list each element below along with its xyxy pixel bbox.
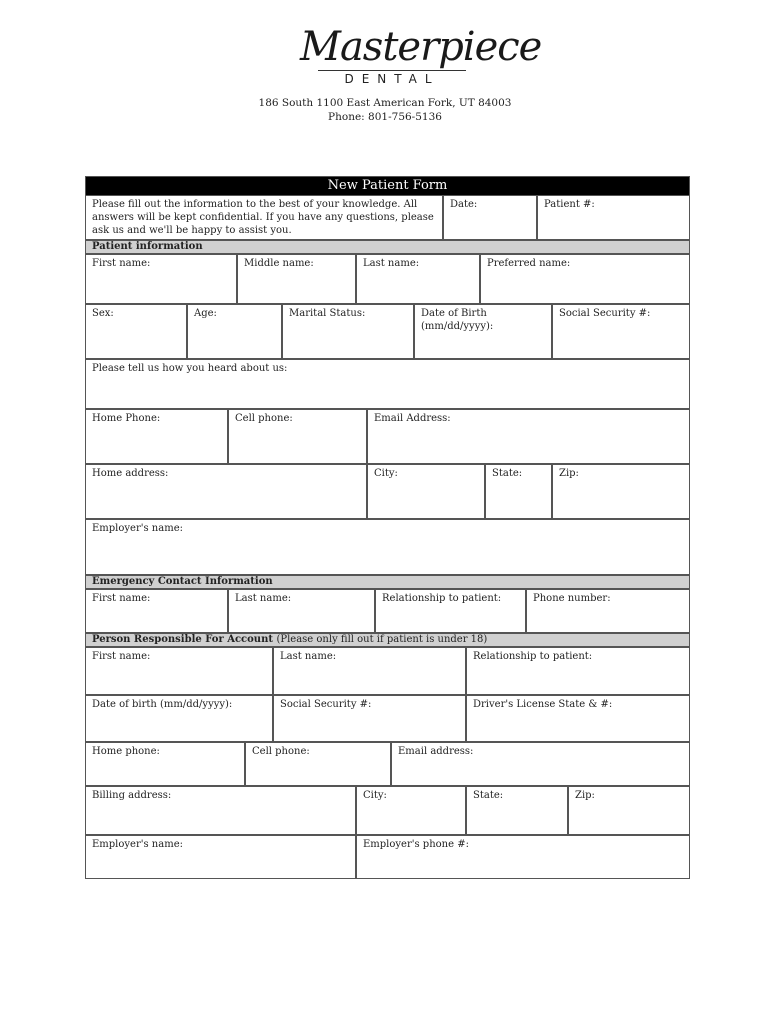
responsible-email-field[interactable]	[391, 742, 689, 786]
field-label: Relationship to patient:	[473, 651, 593, 662]
patient-middle-name-field[interactable]	[237, 254, 356, 304]
field-label: Cell phone:	[252, 746, 310, 757]
practice-address: 186 South 1100 East American Fork, UT 84003	[258, 97, 512, 109]
field-label: Phone number:	[533, 593, 611, 604]
emergency-first-name-field[interactable]	[86, 589, 228, 633]
responsible-home-phone-field[interactable]	[86, 742, 245, 786]
billing-address-field[interactable]	[86, 786, 356, 835]
field-label: Employer's phone #:	[363, 839, 469, 850]
patient-state-field[interactable]	[485, 464, 552, 519]
emergency-last-name-field[interactable]	[228, 589, 375, 633]
field-label: Zip:	[559, 468, 579, 479]
new-patient-form	[85, 176, 690, 879]
emergency-relationship-field[interactable]	[375, 589, 526, 633]
patient-preferred-name-field[interactable]	[480, 254, 689, 304]
responsible-last-name-field[interactable]	[273, 647, 466, 695]
field-label: Last name:	[363, 258, 420, 269]
patient-number-label: Patient #:	[544, 199, 595, 210]
patient-first-name-field[interactable]	[86, 254, 237, 304]
date-field[interactable]	[443, 195, 537, 240]
patient-cell-phone-field[interactable]	[228, 409, 367, 464]
field-label: Email address:	[398, 746, 474, 757]
field-label: Social Security #:	[280, 699, 372, 710]
field-label: Date of birth (mm/dd/yyyy):	[92, 699, 233, 710]
field-label: City:	[363, 790, 387, 801]
responsible-ssn-field[interactable]	[273, 695, 466, 742]
patient-marital-status-field[interactable]	[282, 304, 414, 359]
field-label: Last name:	[235, 593, 292, 604]
emergency-contact-heading: Emergency Contact Information	[86, 575, 689, 589]
field-label: First name:	[92, 651, 151, 662]
responsible-cell-phone-field[interactable]	[245, 742, 391, 786]
responsible-heading-note: (Please only fill out if patient is under 18)	[276, 634, 488, 645]
practice-phone: Phone: 801-756-5136	[328, 111, 442, 123]
form-instructions: Please fill out the information to the best of your knowledge. All answers will be kept confidential. If you have any questions, please ask us and we'll be happy to assist you.	[86, 195, 443, 240]
field-label: First name:	[92, 258, 151, 269]
emergency-phone-field[interactable]	[526, 589, 689, 633]
patient-email-field[interactable]	[367, 409, 689, 464]
field-label: Middle name:	[244, 258, 314, 269]
field-label: Zip:	[575, 790, 595, 801]
field-label: First name:	[92, 593, 151, 604]
field-label: State:	[473, 790, 504, 801]
patient-age-field[interactable]	[187, 304, 282, 359]
field-label: Home Phone:	[92, 413, 161, 424]
logo-subtitle: DENTAL	[344, 72, 440, 86]
patient-info-heading: Patient information	[86, 240, 689, 254]
responsible-party-heading	[86, 633, 689, 647]
patient-ssn-field[interactable]	[552, 304, 689, 359]
billing-city-field[interactable]	[356, 786, 466, 835]
logo-script: Masterpiece	[300, 24, 542, 70]
field-label: Home phone:	[92, 746, 160, 757]
patient-home-phone-field[interactable]	[86, 409, 228, 464]
field-label: Home address:	[92, 468, 169, 479]
responsible-employer-field[interactable]	[86, 835, 356, 879]
field-label: Sex:	[92, 308, 114, 319]
field-label: Age:	[194, 308, 217, 319]
field-label: Email Address:	[374, 413, 451, 424]
field-label: Driver's License State & #:	[473, 699, 613, 710]
billing-zip-field[interactable]	[568, 786, 689, 835]
field-label: Last name:	[280, 651, 337, 662]
patient-dob-field[interactable]	[414, 304, 552, 359]
field-label: Relationship to patient:	[382, 593, 502, 604]
responsible-first-name-field[interactable]	[86, 647, 273, 695]
referral-source-field[interactable]	[86, 359, 689, 409]
field-label: Please tell us how you heard about us:	[92, 363, 288, 374]
field-label: Employer's name:	[92, 839, 183, 850]
responsible-relationship-field[interactable]	[466, 647, 689, 695]
patient-sex-field[interactable]	[86, 304, 187, 359]
patient-zip-field[interactable]	[552, 464, 689, 519]
field-label: City:	[374, 468, 398, 479]
responsible-license-field[interactable]	[466, 695, 689, 742]
responsible-employer-phone-field[interactable]	[356, 835, 689, 879]
patient-city-field[interactable]	[367, 464, 485, 519]
field-label: Date of Birth (mm/dd/yyyy):	[421, 308, 494, 332]
patient-home-address-field[interactable]	[86, 464, 367, 519]
field-label: State:	[492, 468, 523, 479]
patient-last-name-field[interactable]	[356, 254, 480, 304]
date-label: Date:	[450, 199, 478, 210]
form-title: New Patient Form	[86, 177, 689, 195]
billing-state-field[interactable]	[466, 786, 568, 835]
field-label: Marital Status:	[289, 308, 366, 319]
patient-employer-field[interactable]	[86, 519, 689, 575]
field-label: Social Security #:	[559, 308, 651, 319]
logo-divider	[318, 70, 466, 71]
field-label: Preferred name:	[487, 258, 571, 269]
field-label: Employer's name:	[92, 523, 183, 534]
responsible-heading-text: Person Responsible For Account	[92, 634, 273, 645]
field-label: Cell phone:	[235, 413, 293, 424]
patient-number-field[interactable]	[537, 195, 689, 240]
responsible-dob-field[interactable]	[86, 695, 273, 742]
field-label: Billing address:	[92, 790, 172, 801]
